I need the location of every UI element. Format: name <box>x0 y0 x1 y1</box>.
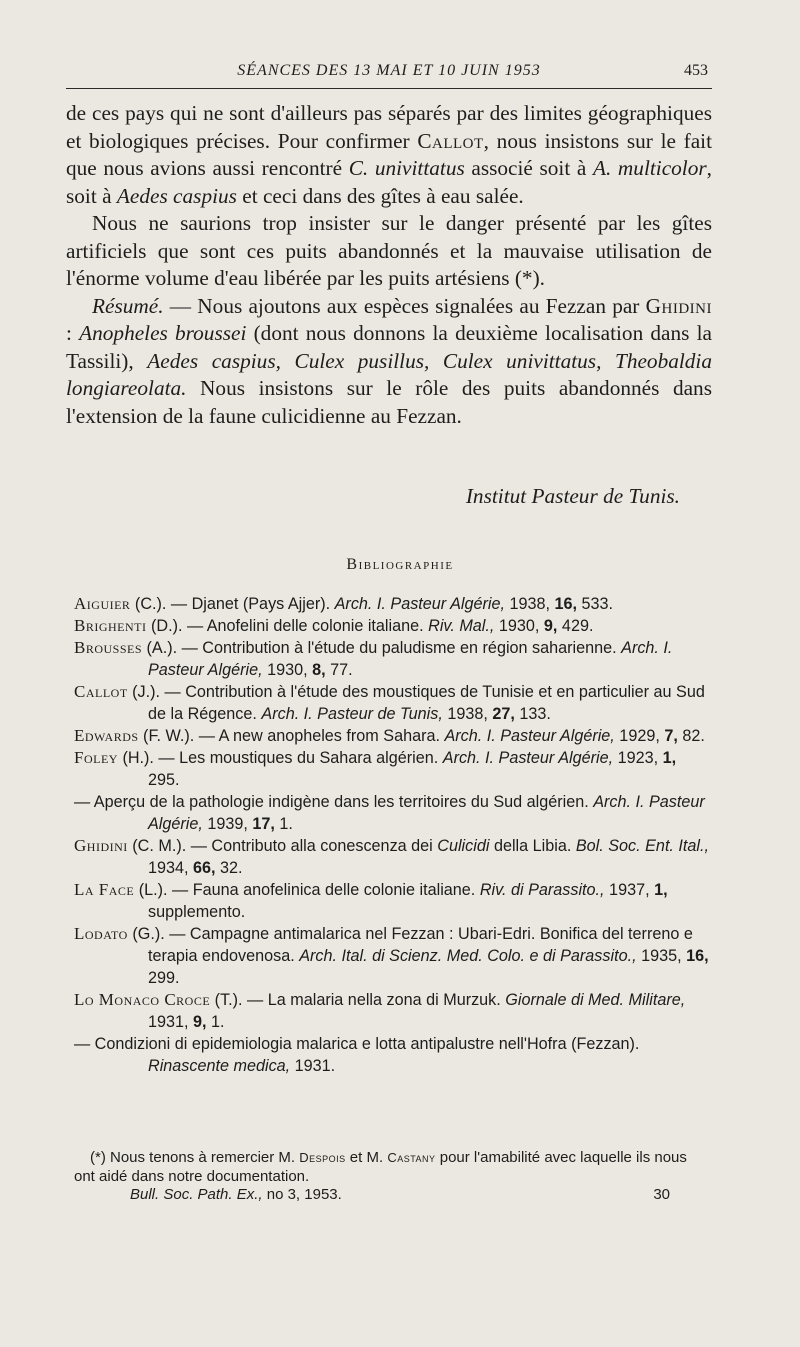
bibliography-entry <box>74 725 710 747</box>
paragraph-wells: Nous ne saurions trop insister sur le danger présenté par les gîtes artificiels que sont ces puits abandonnés et la mauvaise utilisation de l'énorme volume d'eau libérée par les puits artésiens (*). <box>66 211 712 290</box>
paragraph-continuation: de ces pays qui ne sont d'ailleurs pas séparés par des limites géographiques et biologiques précises. Pour confirmer Callot, nous insistons sur le fait que nous avions aussi rencontré C. univittatus associé soit à A. multicolor, soit à Aedes caspius et ceci dans des gîtes à eau salée. <box>66 101 713 208</box>
bibliography-title: Bibliographie <box>346 556 454 573</box>
entry-text: 1. <box>206 1013 225 1031</box>
paragraph-resume: Résumé. — Nous ajoutons aux espèces signalées au Fezzan par Ghidini : Anopheles broussei (dont nous donnons la deuxième localisation dans la Tassili), Aedes caspius, Culex pusillus, Culex univittatus, Theobaldia longiareolata. Nous insistons sur le rôle des puits abandonnés dans l'extension de la faune culicidienne au Fezzan. <box>66 293 712 428</box>
page-footer <box>130 1186 670 1203</box>
bibliography-entry <box>74 615 710 637</box>
entry-volume: 66, <box>193 859 216 877</box>
author-ref-callot: Callot <box>417 128 484 153</box>
entry-journal: Arch. I. Pasteur Algérie, <box>444 727 615 745</box>
entry-text: 1931. <box>290 1057 336 1075</box>
entry-text: 295. <box>148 771 180 789</box>
entry-text: (D.). — Anofelini delle colonie italiane. <box>146 617 429 635</box>
species-name: A. multicolor <box>592 156 707 180</box>
entry-volume: 7, <box>664 727 678 745</box>
entry-text: 1938, <box>504 595 555 613</box>
entry-text: (J.). — Contribution à l'étude des moustiques de Tunisie et en particulier au Sud de la Régence. <box>127 683 705 723</box>
bibliography-entry <box>74 923 710 989</box>
entry-volume: 16, <box>686 947 709 965</box>
author-ref-ghidini: Ghidini <box>645 293 712 318</box>
entry-volume: 17, <box>252 815 275 833</box>
entry-text: 1938, <box>442 705 493 723</box>
species-name: Anopheles broussei <box>79 321 247 345</box>
footer-journal: Bull. Soc. Path. Ex., <box>130 1186 263 1203</box>
entry-journal: Riv. Mal., <box>428 617 495 635</box>
entry-author: Callot <box>74 682 128 701</box>
species-list: Aedes caspius, Culex pusillus, Culex univittatus, Theobaldia longiareolata. <box>66 348 712 400</box>
entry-journal: Arch. I. Pasteur Algérie, <box>442 749 614 767</box>
entry-text: 1930, <box>262 661 313 679</box>
entry-text: (H.). — Les moustiques du Sahara algérien. <box>117 749 443 767</box>
entry-text: (L.). — Fauna anofelinica delle colonie italiane. <box>134 881 480 899</box>
entry-text: (A.). — Contribution à l'étude du paludisme en région saharienne. <box>142 639 622 657</box>
entry-journal: Arch. I. Pasteur Algérie, <box>334 595 505 613</box>
entry-text: 1923, <box>613 749 663 767</box>
entry-author: Ghidini <box>74 836 128 855</box>
entry-volume: 1, <box>662 749 677 767</box>
entry-text: 1929, <box>614 727 665 745</box>
species-name: Aedes caspius <box>116 183 237 208</box>
entry-text: 1. <box>274 815 293 833</box>
entry-text: (G.). — Campagne antimalarica nel Fezzan : Ubari-Edri. Bonifica del terreno e terapia endovenosa. <box>127 925 693 965</box>
entry-text: 82. <box>677 727 705 745</box>
entry-journal: Arch. I. Pasteur de Tunis, <box>261 705 443 723</box>
entry-volume: 9, <box>193 1013 207 1031</box>
entry-journal: Bol. Soc. Ent. Ital., <box>575 837 710 855</box>
entry-text: 429. <box>557 617 594 635</box>
entry-author: Lo Monaco Croce <box>74 990 211 1009</box>
entry-volume: 8, <box>312 661 326 679</box>
entry-text: 77. <box>325 661 353 679</box>
entry-text: 533. <box>577 595 614 613</box>
institution-signature: Institut Pasteur de Tunis. <box>465 484 680 508</box>
footer-issue: no 3, 1953. <box>266 1186 342 1203</box>
footnote-name: Castany <box>387 1150 436 1165</box>
signature-mark: 30 <box>653 1186 670 1203</box>
entry-text: 1931, <box>148 1013 194 1031</box>
entry-journal: Riv. di Parassito., <box>479 881 605 899</box>
entry-text: della Libia. <box>489 837 576 855</box>
entry-author: Edwards <box>74 726 139 745</box>
entry-text: (C. M.). — Contributo alla conescenza dei <box>127 837 438 855</box>
entry-text: (T.). — La malaria nella zona di Murzuk. <box>210 991 506 1009</box>
entry-text: 1939, <box>202 815 253 833</box>
entry-text: — Aperçu de la pathologie indigène dans les territoires du Sud algérien. <box>74 793 594 811</box>
bibliography-entry <box>74 879 710 923</box>
entry-journal: Arch. Ital. di Scienz. Med. Colo. e di Parassito., <box>299 947 637 965</box>
entry-author: Aiguier <box>74 594 131 613</box>
entry-author: Brousses <box>74 638 143 657</box>
entry-text: supplemento. <box>148 903 246 921</box>
resume-label: Résumé. <box>92 293 164 318</box>
bibliography-entry <box>74 593 710 615</box>
species-name: C. univittatus <box>348 156 465 180</box>
running-title: SÉANCES DES 13 MAI ET 10 JUIN 1953 <box>237 62 541 79</box>
entry-journal: Giornale di Med. Militare, <box>505 991 686 1009</box>
entry-text: 1937, <box>604 881 655 899</box>
page-number: 453 <box>684 62 708 79</box>
entry-text: 299. <box>148 969 180 987</box>
entry-volume: 9, <box>543 617 558 635</box>
entry-text: — Condizioni di epidemiologia malarica e lotta antipalustre nell'Hofra (Fezzan). <box>74 1035 640 1053</box>
entry-text: 1935, <box>636 947 687 965</box>
bibliography-list <box>74 593 710 1077</box>
entry-journal: Rinascente medica, <box>148 1057 291 1075</box>
entry-volume: 1, <box>654 881 668 899</box>
bibliography-entry <box>74 747 710 791</box>
entry-text: 32. <box>215 859 243 877</box>
bibliography-entry <box>74 989 710 1033</box>
entry-text: 133. <box>514 705 551 723</box>
bibliography-entry <box>74 791 710 835</box>
entry-author: Brighenti <box>74 616 147 635</box>
footnote: (*) Nous tenons à remercier M. Despois et M. Castany pour l'amabilité avec laquelle ils nous ont aidé dans notre documentation. <box>74 1149 687 1185</box>
entry-text: 1930, <box>494 617 544 635</box>
entry-author: Lodato <box>74 924 128 943</box>
entry-text: 1934, <box>148 859 194 877</box>
entry-author: Foley <box>74 748 118 767</box>
bibliography-entry <box>74 1033 710 1077</box>
footnote-name: Despois <box>299 1150 346 1165</box>
entry-text: (F. W.). — A new anopheles from Sahara. <box>138 727 445 745</box>
entry-journal: Culicidi <box>437 837 490 855</box>
running-header <box>66 58 712 89</box>
bibliography-entry <box>74 681 710 725</box>
entry-volume: 27, <box>492 705 515 723</box>
article-body <box>66 100 712 430</box>
bibliography-entry <box>74 835 710 879</box>
bibliography-entry <box>74 637 710 681</box>
entry-author: La Face <box>74 880 135 899</box>
entry-volume: 16, <box>554 595 577 613</box>
entry-journal: Arch. I. Pasteur Algérie, <box>148 793 705 833</box>
entry-journal: Arch. I. Pasteur Algérie, <box>148 639 673 679</box>
entry-text: (C.). — Djanet (Pays Ajjer). <box>130 595 335 613</box>
